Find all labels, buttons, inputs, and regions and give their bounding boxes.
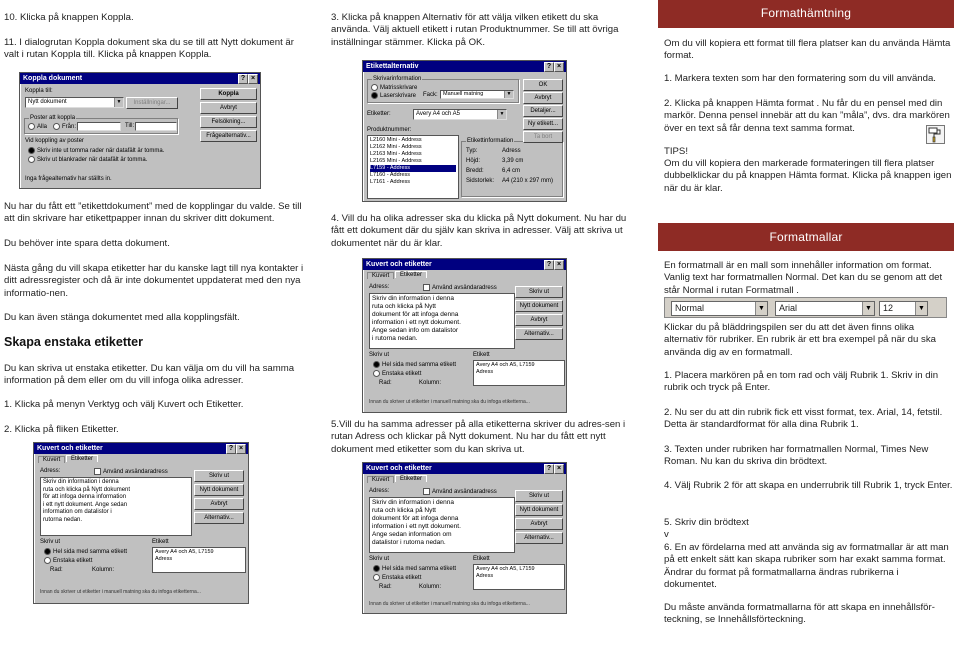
avbryt-button[interactable]: Avbryt [515,518,563,530]
step-5: 5.Vill du ha samma adresser på alla etiketterna skriver du adres-sen i rutan Adress och klickar på Nytt dokument. Nu har du fått ett nytt dokument med etiketter som du kan skriva ut. [331,419,626,455]
etikettinfo-label: Etikettinformation [467,138,514,144]
installningar-button[interactable]: Inställningar... [126,97,178,109]
close-icon[interactable]: × [554,62,564,72]
close-icon[interactable]: × [236,444,246,454]
help-icon[interactable]: ? [226,444,236,454]
status-text: Inga frågealternativ har ställts in. [25,176,112,182]
close-icon[interactable]: × [554,260,564,270]
produktnummer-list[interactable] [367,135,459,199]
fh-step-1: 1. Markera texten som har den formatering som du vill använda. [664,73,936,84]
paragraph-etikettdokument: Nu har du fått ett ”etikettdokument” med de kopplingar du valde. Se till att din skrivare har etikettpapper innan du skriver ditt dokument. [4,201,302,225]
koppla-till-select[interactable]: Nytt dokument ▼ [25,97,124,108]
opt-no-blank-radio[interactable]: Skriv inte ut tomma rader när datafält är tomma. [28,147,164,154]
matris-radio[interactable]: Matrisskrivare [371,84,417,91]
fm-paragraph: Klickar du på bläddringspilen ser du att det även finns olika alternativ för rubriker. En rubrik är ett bra exempel på när du ska använda dig av en formatmall. [664,322,936,358]
footer-info: Innan du skriver ut etiketter i manuell matning ska du infoga etiketterna... [40,589,201,595]
detaljer-button[interactable]: Detaljer... [523,105,563,117]
enstaka-radio[interactable]: Enstaka etikett [373,370,421,377]
fm-step-4: 4. Välj Rubrik 2 för att skapa en underrubrik till Rubrik 1, tryck Enter. [664,480,953,491]
dialog-titlebar: Kuvert och etiketter ? × [363,259,566,270]
fm-step-2: 2. Nu ser du att din rubrik fick ett visst format, tex. Arial, 14, fetstil. Detta är standardformat för alla dina Rubrik 1. [664,407,943,431]
skriv-ut-label: Skriv ut [369,352,390,358]
paragraph-nasta-gang: Nästa gång du vill skapa etiketter har du kanske lagt till nya kontakter i ditt adressregister och då är inte dokumentet uppdaterat med den nya informatio-nen. [4,263,304,299]
etiketter-select[interactable]: Avery A4 och A5 ▼ [413,109,507,120]
helsida-radio[interactable]: Hel sida med samma etikett [373,361,456,368]
step-3: 3. Klicka på knappen Alternativ för att välja vilken etikett du ska använda. Välj aktuell etikett i rutan Produktnummer. Se till att övriga inställningar stämmer. Klicka på OK. [331,12,619,48]
poster-label: Poster att koppla [30,115,76,121]
typ-label: Typ: [466,148,478,154]
till-label: Till: [125,123,135,129]
fm-step-3: 3. Texten under rubriken har formatmallen Normal, Times New Roman. Nu kan du skriva din brödtext. [664,444,929,468]
avbryt-button[interactable]: Avbryt [523,92,563,104]
style-dropdown[interactable]: Normal ▼ [671,301,768,316]
step-2: 2. Klicka på fliken Etiketter. [4,424,119,435]
helsida-radio[interactable]: Hel sida med samma etikett [44,548,127,555]
etikett-label: Etikett [473,556,490,562]
opt-blank-radio[interactable]: Skriv ut blankrader när datafält är tomma. [28,156,147,163]
koppla-till-label: Koppla till: [25,88,53,94]
chevron-down-icon[interactable]: ▼ [755,302,767,315]
koppla-button[interactable]: Koppla [200,88,257,100]
close-icon[interactable]: × [554,464,564,474]
close-icon[interactable]: × [248,74,258,84]
step-1: 1. Klicka på menyn Verktyg och välj Kuvert och Etiketter. [4,399,244,410]
rad-label: Rad: [379,584,392,590]
alternativ-button[interactable]: Alternativ... [515,532,563,544]
chevron-down-icon: ▼ [497,110,506,119]
koppla-dialog [19,72,261,189]
fran-radio[interactable]: Från: [53,123,76,130]
anv-avsandare-checkbox[interactable]: Använd avsändaradress [423,284,497,291]
skriv-ut-button[interactable]: Skriv ut [515,490,563,502]
list-item[interactable]: L7161 - Address [370,179,411,185]
ny-etikett-button[interactable]: Ny etikett... [523,118,563,130]
fack-label: Fack: [423,92,438,98]
skriv-ut-button[interactable]: Skriv ut [515,286,563,298]
nytt-dokument-button[interactable]: Nytt dokument [194,484,244,496]
fm-step-5: 5. Skriv din brödtext [664,517,749,528]
tips-title: TIPS! [664,146,688,157]
help-icon[interactable]: ? [544,62,554,72]
adress-textarea[interactable]: Skriv din information i denna ruta och klicka på Nytt dokument för att infoga denna information i ett nytt dokument. Ange sedan information om datalistor i rutorna nedan. [369,497,515,553]
dialog-titlebar: Koppla dokument ? × [20,73,260,84]
banner-formatmallar: Formatmallar [658,223,954,251]
help-icon[interactable]: ? [544,464,554,474]
enstaka-radio[interactable]: Enstaka etikett [44,557,92,564]
anv-avsandare-checkbox[interactable]: Använd avsändaradress [423,488,497,495]
tab-kuvert[interactable]: Kuvert [367,476,394,483]
list-item[interactable]: L2160 Mini - Address [370,137,422,143]
banner-formathamtning: Formathämtning [658,0,954,28]
etikett-preview[interactable]: Avery A4 och A5, L7159 Adress [152,547,246,573]
tab-kuvert[interactable]: Kuvert [38,456,65,463]
help-icon[interactable]: ? [238,74,248,84]
tips-text: Om du vill kopiera den markerade formateringen till flera platser dubbelklickar du på knappen Hämta format. Klicka på knappen igen när du är klar. [664,158,952,194]
fm-step-1: 1. Placera markören på en tom rad och välj Rubrik 1. Skriv in din rubrik och tryck på Enter. [664,370,939,394]
nytt-dokument-button[interactable]: Nytt dokument [515,300,563,312]
helsida-radio[interactable]: Hel sida med samma etikett [373,565,456,572]
tab-etiketter[interactable]: Etiketter [66,455,98,462]
skrivarinfo-group [367,76,519,103]
typ-value: Adress [502,148,521,154]
tab-etiketter[interactable]: Etiketter [395,475,427,482]
adress-label: Adress: [40,468,61,474]
list-item[interactable]: L2163 Mini - Address [370,151,422,157]
adress-textarea[interactable]: Skriv din information i denna ruta och klicka på Nytt dokument för att infoga denna information i ett nytt dokument. Ange sedan info om datalistor i rutorna nedan. [369,293,515,349]
list-item[interactable]: L2165 Mini - Address [370,158,422,164]
kuvert-dialog-2 [362,258,567,413]
ok-button[interactable]: OK [523,79,563,91]
vid-koppling-label: Vid koppling av poster [25,138,84,144]
hojd-label: Höjd: [466,158,481,164]
etikett-label: Etikett [473,352,490,358]
list-item-selected[interactable]: L7159 - Address [370,165,456,172]
fack-select[interactable]: Manuell matning ▼ [440,90,514,99]
hojd-value: 3,39 cm [502,158,524,164]
formatting-toolbar [664,297,947,318]
produktnummer-label: Produktnummer: [367,127,412,133]
enstaka-radio[interactable]: Enstaka etikett [373,574,421,581]
etikettinfo-group [461,138,563,197]
step-4: 4. Vill du ha olika adresser ska du klicka på Nytt dokument. Nu har du fått ett dokument där du själv kan skriva in adresser. Välj att skriva ut dokumentet när du är klar. [331,213,627,249]
alternativ-button[interactable]: Alternativ... [515,328,563,340]
etikett-label: Etikett [152,539,169,545]
kolumn-label: Kolumn: [92,567,115,573]
alternativ-button[interactable]: Alternativ... [194,512,244,524]
kuvert-dialog-3 [362,462,567,614]
fm-step-5b: v [664,529,669,540]
paragraph-stanga: Du kan även stänga dokumentet med alla kopplingsfält. [4,312,240,323]
chevron-down-icon[interactable]: ▼ [915,302,927,315]
chevron-down-icon: ▼ [504,91,513,98]
skriv-ut-label: Skriv ut [40,539,61,545]
footer-info: Innan du skriver ut etiketter i manuell matning ska du infoga etiketterna... [369,399,530,405]
step-10: 10. Klicka på knappen Koppla. [4,12,134,23]
avbryt-button[interactable]: Avbryt [194,498,244,510]
size-dropdown[interactable]: 12 ▼ [879,301,928,316]
help-icon[interactable]: ? [544,260,554,270]
dialog-titlebar: Kuvert och etiketter ? × [363,463,566,474]
intro-formathamtning: Om du vill kopiera ett format till flera platser kan du använda Hämta format. [664,38,951,62]
sidstorlek-value: A4 (210 x 297 mm) [502,178,554,184]
etikett-preview[interactable]: Avery A4 och A5, L7159 Adress [473,360,565,386]
fm-step-6: 6. En av fördelarna med att använda sig av formatmallar är att man på ett enkelt sätt kan skapa rubriker som har exakt samma format. Ändrar du format på formatmallarna ändras rubrikerna i dokumentet. [664,542,949,590]
dialog-titlebar: Kuvert och etiketter ? × [34,443,248,454]
nytt-dokument-button[interactable]: Nytt dokument [515,504,563,516]
fh-step-2: 2. Klicka på knappen Hämta format . Nu får du en pensel med din markör. Denna pensel innebär att du kan ”måla”, dvs. dra markören över en text så får denna text samma format. [664,98,950,134]
skrivarinfo-label: Skrivarinformation [373,76,422,82]
fm-intro: En formatmall är en mall som innehåller information om format. Vanlig text har formatmallen Normal. Det kan du se genom att det står Normal i rutan Formatmall . [664,260,943,296]
ta-bort-button[interactable]: Ta bort [523,131,563,143]
list-item[interactable]: L7160 - Address [370,172,411,178]
chevron-down-icon[interactable]: ▼ [862,302,874,315]
felsokning-button[interactable]: Felsökning... [200,116,257,128]
adress-label: Adress: [369,284,390,290]
kuvert-dialog-1 [33,442,249,604]
avbryt-button[interactable]: Avbryt [200,102,257,114]
rad-label: Rad: [50,567,63,573]
till-input[interactable] [135,122,177,131]
laser-radio[interactable]: Laserskrivare [371,92,416,99]
fran-input[interactable] [77,122,121,131]
chevron-down-icon: ▼ [114,98,123,107]
rad-label: Rad: [379,380,392,386]
alla-radio[interactable]: Alla [28,123,47,130]
fragealternativ-button[interactable]: Frågealternativ... [200,130,257,142]
etikett-preview[interactable]: Avery A4 och A5, L7159 Adress [473,564,565,590]
bredd-value: 6,4 cm [502,168,521,174]
etikettalternativ-dialog [362,60,567,202]
dialog-titlebar: Etikettalternativ ? × [363,61,566,72]
bredd-label: Bredd: [466,168,484,174]
skriv-ut-label: Skriv ut [369,556,390,562]
etiketter-label: Etiketter: [367,111,391,117]
format-painter-icon [926,125,945,144]
kolumn-label: Kolumn: [419,380,442,386]
paragraph-behover-inte: Du behöver inte spara detta dokument. [4,238,170,249]
tab-etiketter[interactable]: Etiketter [395,271,427,278]
footer-info: Innan du skriver ut etiketter i manuell matning ska du infoga etiketterna... [369,601,530,607]
fm-step-7: Du måste använda formatmallarna för att skapa en innehållsför-teckning, se Innehållsförteckning. [664,602,935,626]
font-dropdown[interactable]: Arial ▼ [775,301,875,316]
step-11: 11. I dialogrutan Koppla dokument ska du se till att Nytt dokument är valt i rutan Koppla till. Klicka på knappen Koppla. [4,37,294,61]
adress-textarea[interactable]: Skriv din information i denna ruta och klicka på Nytt dokument för att infoga denna information i ett nytt dokument. Ange sedan information om datalistor i rutorna nedan. [40,477,192,536]
sidstorlek-label: Sidstorlek: [466,178,495,184]
paragraph-enstaka: Du kan skriva ut enstaka etiketter. Du kan välja om du vill ha samma information på dem eller om du vill infoga olika adresser. [4,363,295,387]
skriv-ut-button[interactable]: Skriv ut [194,470,244,482]
tab-kuvert[interactable]: Kuvert [367,272,394,279]
heading-skapa-enstaka: Skapa enstaka etiketter [4,335,143,349]
list-item[interactable]: L2162 Mini - Address [370,144,422,150]
anv-avsandare-checkbox[interactable]: Använd avsändaradress [94,468,168,475]
avbryt-button[interactable]: Avbryt [515,314,563,326]
adress-label: Adress: [369,488,390,494]
kolumn-label: Kolumn: [419,584,442,590]
poster-group [24,115,178,134]
